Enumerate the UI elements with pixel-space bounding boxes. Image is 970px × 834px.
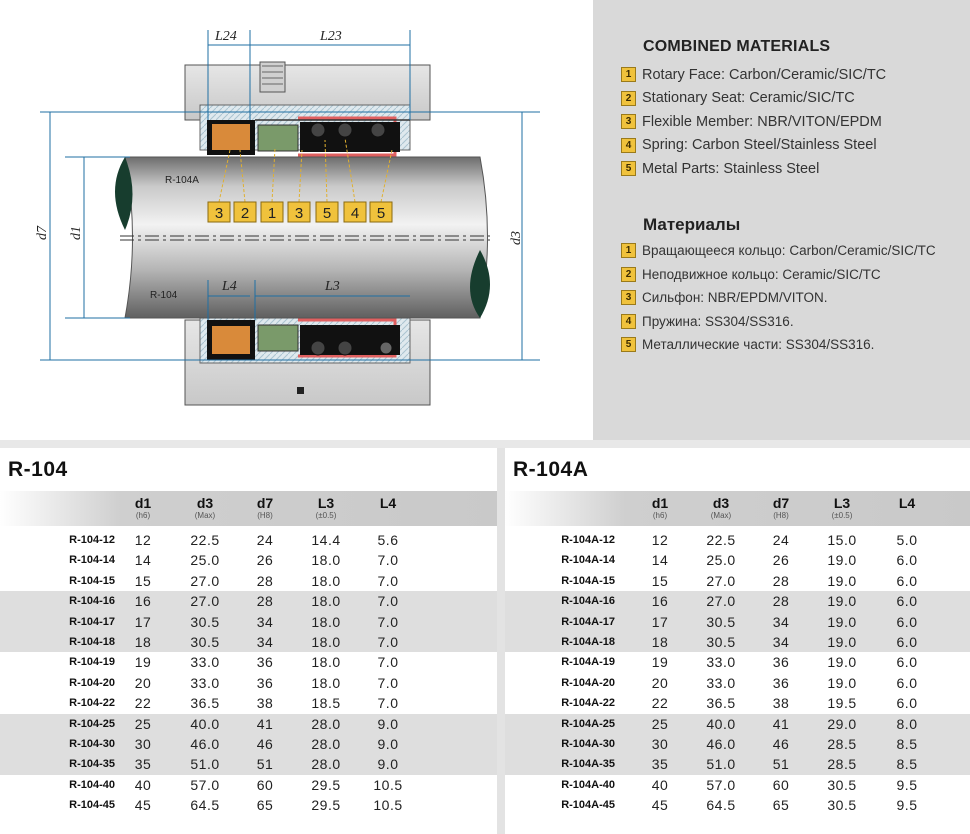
value-cell: 40	[651, 776, 669, 793]
value-cell: 30	[651, 735, 669, 752]
model-cell: R-104A-19	[561, 656, 615, 669]
value-cell: 19.0	[827, 572, 857, 589]
column-header	[358, 495, 418, 511]
value-cell: 40.0	[190, 715, 220, 732]
table-header	[505, 491, 970, 526]
value-cell: 18.0	[311, 613, 341, 630]
dim-label-d7: d7	[35, 226, 50, 240]
column-header-label: L4	[898, 495, 916, 511]
model-cell: R-104A-45	[561, 799, 615, 812]
value-cell: 10.5	[373, 797, 403, 814]
value-cell: 14	[134, 552, 152, 569]
material-item	[621, 63, 886, 87]
value-cell: 41	[772, 715, 790, 732]
number-badge-icon: 5	[621, 337, 636, 352]
value-cell: 64.5	[706, 797, 736, 814]
material-text: Metal Parts: Stainless Steel	[642, 160, 820, 177]
number-badge-icon: 3	[621, 290, 636, 305]
value-cell: 45	[651, 797, 669, 814]
model-cell: R-104A-17	[561, 615, 615, 628]
value-cell: 28.5	[827, 735, 857, 752]
value-cell: 9.0	[377, 735, 399, 752]
value-cell: 15	[134, 572, 152, 589]
value-cell: 19.5	[827, 695, 857, 712]
value-cell: 34	[256, 633, 274, 650]
value-cell: 60	[772, 776, 790, 793]
value-cell: 35	[651, 756, 669, 773]
model-cell: R-104-15	[69, 574, 115, 587]
value-cell: 18	[651, 633, 669, 650]
value-cell: 28	[256, 593, 274, 610]
value-cell: 6.0	[896, 674, 918, 691]
callout-boxes	[208, 202, 392, 222]
value-cell: 19.0	[827, 654, 857, 671]
model-cell: R-104A-16	[561, 595, 615, 608]
model-cell: R-104A-25	[561, 717, 615, 730]
value-cell: 38	[256, 695, 274, 712]
materials-title-ru: Материалы	[643, 215, 741, 234]
dim-label-l24: L24	[215, 29, 237, 44]
value-cell: 27.0	[706, 572, 736, 589]
materials-title-en: COMBINED MATERIALS	[643, 38, 831, 55]
table-body	[505, 530, 970, 815]
value-cell: 19.0	[827, 633, 857, 650]
value-cell: 30.5	[827, 776, 857, 793]
column-header-label: L4	[379, 495, 397, 511]
table-row	[505, 795, 970, 815]
value-cell: 15	[651, 572, 669, 589]
table-row	[505, 693, 970, 713]
value-cell: 57.0	[706, 776, 736, 793]
dim-label-l4: L4	[222, 279, 237, 294]
value-cell: 30.5	[706, 633, 736, 650]
table-row	[0, 714, 497, 734]
material-item	[621, 310, 936, 334]
value-cell: 8.0	[896, 715, 918, 732]
material-text: Вращающееся кольцо: Carbon/Ceramic/SIC/TC	[642, 243, 936, 259]
value-cell: 9.5	[896, 776, 918, 793]
value-cell: 25.0	[190, 552, 220, 569]
number-badge-icon: 2	[621, 91, 636, 106]
value-cell: 18.0	[311, 654, 341, 671]
table-body	[0, 530, 497, 815]
model-cell: R-104A-12	[561, 534, 615, 546]
model-cell: R-104A-35	[561, 758, 615, 771]
column-header	[175, 495, 235, 520]
value-cell: 18	[134, 633, 152, 650]
value-cell: 30.5	[190, 633, 220, 650]
value-cell: 51	[256, 756, 274, 773]
table-row	[0, 754, 497, 774]
svg-text:2: 2	[240, 205, 250, 222]
table-row	[505, 673, 970, 693]
value-cell: 46.0	[190, 735, 220, 752]
svg-text:4: 4	[350, 205, 360, 222]
table-row	[505, 632, 970, 652]
value-cell: 24	[256, 532, 274, 548]
table-row	[0, 673, 497, 693]
value-cell: 9.0	[377, 756, 399, 773]
label-r104a: R-104A	[165, 175, 199, 186]
material-text: Сильфон: NBR/EPDM/VITON.	[642, 290, 828, 306]
value-cell: 16	[651, 593, 669, 610]
value-cell: 7.0	[377, 613, 399, 630]
value-cell: 30	[134, 735, 152, 752]
value-cell: 12	[134, 532, 152, 548]
callout-box	[208, 202, 230, 222]
model-cell: R-104-40	[69, 778, 115, 791]
model-cell: R-104-22	[69, 697, 115, 710]
value-cell: 6.0	[896, 613, 918, 630]
model-cell: R-104A-18	[561, 635, 615, 648]
value-cell: 18.0	[311, 552, 341, 569]
value-cell: 6.0	[896, 654, 918, 671]
callout-box	[288, 202, 310, 222]
material-item	[621, 333, 936, 357]
model-cell: R-104A-40	[561, 778, 615, 791]
value-cell: 28	[772, 593, 790, 610]
column-header	[296, 495, 356, 520]
model-cell: R-104-18	[69, 635, 115, 648]
value-cell: 25	[651, 715, 669, 732]
model-cell: R-104A-30	[561, 737, 615, 750]
seal-cross-section-drawing	[0, 0, 585, 440]
callout-box	[370, 202, 392, 222]
value-cell: 28.5	[827, 756, 857, 773]
column-header-tolerance: (Max)	[710, 511, 732, 520]
seal-parts-bottom	[207, 320, 400, 360]
value-cell: 28.0	[311, 715, 341, 732]
table-row	[0, 693, 497, 713]
value-cell: 18.0	[311, 593, 341, 610]
value-cell: 18.5	[311, 695, 341, 712]
number-badge-icon: 3	[621, 114, 636, 129]
material-text: Металлические части: SS304/SS316.	[642, 337, 875, 353]
model-cell: R-104-19	[69, 656, 115, 669]
table-row	[505, 714, 970, 734]
table-row	[505, 591, 970, 611]
callout-box	[316, 202, 338, 222]
table-row	[505, 754, 970, 774]
model-cell: R-104A-20	[561, 676, 615, 689]
value-cell: 38	[772, 695, 790, 712]
column-header-label: d7	[256, 495, 274, 511]
value-cell: 18.0	[311, 572, 341, 589]
value-cell: 20	[134, 674, 152, 691]
dimension-table-r104	[0, 448, 497, 834]
dim-label-d1: d1	[69, 226, 84, 240]
material-item	[621, 286, 936, 310]
column-header	[113, 495, 173, 520]
column-header-tolerance: (H8)	[773, 511, 789, 520]
model-cell: R-104A-15	[561, 574, 615, 587]
column-header	[812, 495, 872, 520]
value-cell: 20	[651, 674, 669, 691]
value-cell: 25.0	[706, 552, 736, 569]
value-cell: 14	[651, 552, 669, 569]
value-cell: 28	[772, 572, 790, 589]
value-cell: 6.0	[896, 552, 918, 569]
value-cell: 36.5	[706, 695, 736, 712]
column-header-tolerance: (±0.5)	[315, 511, 337, 520]
table-row	[505, 550, 970, 570]
callout-box	[344, 202, 366, 222]
value-cell: 28.0	[311, 735, 341, 752]
value-cell: 24	[772, 532, 790, 548]
column-header-tolerance: (±0.5)	[831, 511, 853, 520]
seal-parts-top	[207, 118, 410, 155]
value-cell: 18.0	[311, 674, 341, 691]
value-cell: 29.5	[311, 776, 341, 793]
table-row	[505, 571, 970, 591]
svg-text:5: 5	[376, 205, 386, 222]
value-cell: 51	[772, 756, 790, 773]
value-cell: 9.5	[896, 797, 918, 814]
materials-list-ru	[621, 239, 936, 357]
callout-box	[234, 202, 256, 222]
value-cell: 18.0	[311, 633, 341, 650]
value-cell: 5.0	[896, 532, 918, 548]
material-item	[621, 87, 886, 111]
value-cell: 22.5	[706, 532, 736, 548]
value-cell: 46.0	[706, 735, 736, 752]
table-row	[0, 530, 497, 550]
value-cell: 45	[134, 797, 152, 814]
label-r104: R-104	[150, 290, 178, 301]
value-cell: 29.0	[827, 715, 857, 732]
column-header	[877, 495, 937, 511]
value-cell: 19.0	[827, 613, 857, 630]
value-cell: 22	[651, 695, 669, 712]
value-cell: 36	[256, 654, 274, 671]
table-row	[505, 775, 970, 795]
table-row	[0, 652, 497, 672]
model-cell: R-104-20	[69, 676, 115, 689]
value-cell: 34	[256, 613, 274, 630]
value-cell: 33.0	[190, 654, 220, 671]
value-cell: 19	[134, 654, 152, 671]
value-cell: 27.0	[190, 572, 220, 589]
value-cell: 33.0	[190, 674, 220, 691]
table-row	[0, 795, 497, 815]
value-cell: 28	[256, 572, 274, 589]
dim-label-l3: L3	[325, 279, 340, 294]
column-header	[691, 495, 751, 520]
material-item	[621, 263, 936, 287]
materials-list-en	[621, 63, 886, 181]
value-cell: 19.0	[827, 674, 857, 691]
material-text: Flexible Member: NBR/VITON/EPDM	[642, 113, 882, 130]
value-cell: 36.5	[190, 695, 220, 712]
value-cell: 26	[256, 552, 274, 569]
svg-text:3: 3	[214, 205, 224, 222]
value-cell: 26	[772, 552, 790, 569]
value-cell: 16	[134, 593, 152, 610]
section-divider	[0, 440, 970, 448]
number-badge-icon: 5	[621, 161, 636, 176]
value-cell: 51.0	[190, 756, 220, 773]
value-cell: 6.0	[896, 633, 918, 650]
value-cell: 57.0	[190, 776, 220, 793]
dim-label-d3: d3	[509, 231, 524, 245]
model-cell: R-104-12	[69, 534, 115, 546]
value-cell: 7.0	[377, 593, 399, 610]
value-cell: 27.0	[190, 593, 220, 610]
value-cell: 33.0	[706, 674, 736, 691]
column-header-label: d3	[196, 495, 214, 511]
column-header	[630, 495, 690, 520]
table-title: R-104	[8, 458, 68, 481]
value-cell: 40.0	[706, 715, 736, 732]
column-header-tolerance: (Max)	[194, 511, 216, 520]
number-badge-icon: 1	[621, 243, 636, 258]
value-cell: 65	[772, 797, 790, 814]
value-cell: 36	[772, 674, 790, 691]
value-cell: 40	[134, 776, 152, 793]
value-cell: 22.5	[190, 532, 220, 548]
table-row	[505, 612, 970, 632]
material-text: Rotary Face: Carbon/Ceramic/SIC/TC	[642, 66, 887, 83]
svg-text:5: 5	[322, 205, 332, 222]
model-cell: R-104-14	[69, 554, 115, 567]
value-cell: 60	[256, 776, 274, 793]
table-divider	[497, 448, 505, 834]
model-cell: R-104A-22	[561, 697, 615, 710]
value-cell: 34	[772, 633, 790, 650]
material-item	[621, 239, 936, 263]
value-cell: 28.0	[311, 756, 341, 773]
value-cell: 8.5	[896, 735, 918, 752]
value-cell: 9.0	[377, 715, 399, 732]
seal-drawing-svg	[0, 0, 585, 440]
value-cell: 12	[651, 532, 669, 548]
column-header-tolerance: (H8)	[257, 511, 273, 520]
table-row	[0, 775, 497, 795]
model-cell: R-104-25	[69, 717, 115, 730]
column-header-label: L3	[317, 495, 335, 511]
value-cell: 46	[256, 735, 274, 752]
value-cell: 5.6	[377, 532, 399, 548]
model-cell: R-104-45	[69, 799, 115, 812]
number-badge-icon: 4	[621, 138, 636, 153]
value-cell: 33.0	[706, 654, 736, 671]
value-cell: 27.0	[706, 593, 736, 610]
value-cell: 6.0	[896, 695, 918, 712]
model-cell: R-104A-14	[561, 554, 615, 567]
column-header-tolerance: (h6)	[652, 511, 668, 520]
value-cell: 7.0	[377, 633, 399, 650]
number-badge-icon: 4	[621, 314, 636, 329]
value-cell: 6.0	[896, 593, 918, 610]
table-header	[0, 491, 497, 526]
column-header-label: d7	[772, 495, 790, 511]
table-row	[0, 550, 497, 570]
value-cell: 30.5	[706, 613, 736, 630]
table-row	[505, 734, 970, 754]
material-text: Пружина: SS304/SS316.	[642, 313, 794, 329]
value-cell: 19.0	[827, 593, 857, 610]
column-header-label: d1	[651, 495, 669, 511]
value-cell: 6.0	[896, 572, 918, 589]
value-cell: 46	[772, 735, 790, 752]
material-item	[621, 134, 886, 158]
value-cell: 35	[134, 756, 152, 773]
value-cell: 7.0	[377, 654, 399, 671]
table-row	[0, 734, 497, 754]
value-cell: 10.5	[373, 776, 403, 793]
value-cell: 14.4	[311, 532, 341, 548]
value-cell: 30.5	[827, 797, 857, 814]
material-text: Stationary Seat: Ceramic/SIC/TC	[642, 90, 855, 107]
column-header-label: d1	[134, 495, 152, 511]
column-header-label: L3	[833, 495, 851, 511]
materials-panel	[593, 0, 970, 440]
value-cell: 25	[134, 715, 152, 732]
table-row	[0, 632, 497, 652]
table-row	[0, 571, 497, 591]
value-cell: 30.5	[190, 613, 220, 630]
column-header-tolerance: (h6)	[135, 511, 151, 520]
value-cell: 7.0	[377, 674, 399, 691]
model-cell: R-104-30	[69, 737, 115, 750]
table-title: R-104A	[513, 458, 589, 481]
model-cell: R-104-17	[69, 615, 115, 628]
column-header-label: d3	[712, 495, 730, 511]
column-header	[235, 495, 295, 520]
table-row	[505, 530, 970, 550]
table-row	[505, 652, 970, 672]
material-text: Spring: Carbon Steel/Stainless Steel	[642, 137, 877, 154]
value-cell: 64.5	[190, 797, 220, 814]
number-badge-icon: 1	[621, 67, 636, 82]
table-row	[0, 612, 497, 632]
value-cell: 8.5	[896, 756, 918, 773]
value-cell: 17	[651, 613, 669, 630]
callout-box	[261, 202, 283, 222]
material-item	[621, 157, 886, 181]
value-cell: 51.0	[706, 756, 736, 773]
value-cell: 36	[772, 654, 790, 671]
value-cell: 7.0	[377, 552, 399, 569]
column-header	[751, 495, 811, 520]
material-text: Неподвижное кольцо: Ceramic/SIC/TC	[642, 266, 881, 282]
value-cell: 36	[256, 674, 274, 691]
value-cell: 7.0	[377, 695, 399, 712]
value-cell: 22	[134, 695, 152, 712]
value-cell: 65	[256, 797, 274, 814]
svg-text:3: 3	[294, 205, 304, 222]
svg-text:1: 1	[267, 205, 277, 222]
model-cell: R-104-35	[69, 758, 115, 771]
value-cell: 41	[256, 715, 274, 732]
number-badge-icon: 2	[621, 267, 636, 282]
value-cell: 29.5	[311, 797, 341, 814]
value-cell: 7.0	[377, 572, 399, 589]
value-cell: 19.0	[827, 552, 857, 569]
material-item	[621, 110, 886, 134]
dimension-table-r104a	[505, 448, 970, 834]
value-cell: 19	[651, 654, 669, 671]
value-cell: 34	[772, 613, 790, 630]
dim-label-l23: L23	[320, 29, 342, 44]
value-cell: 17	[134, 613, 152, 630]
table-row	[0, 591, 497, 611]
value-cell: 15.0	[827, 532, 857, 548]
model-cell: R-104-16	[69, 595, 115, 608]
